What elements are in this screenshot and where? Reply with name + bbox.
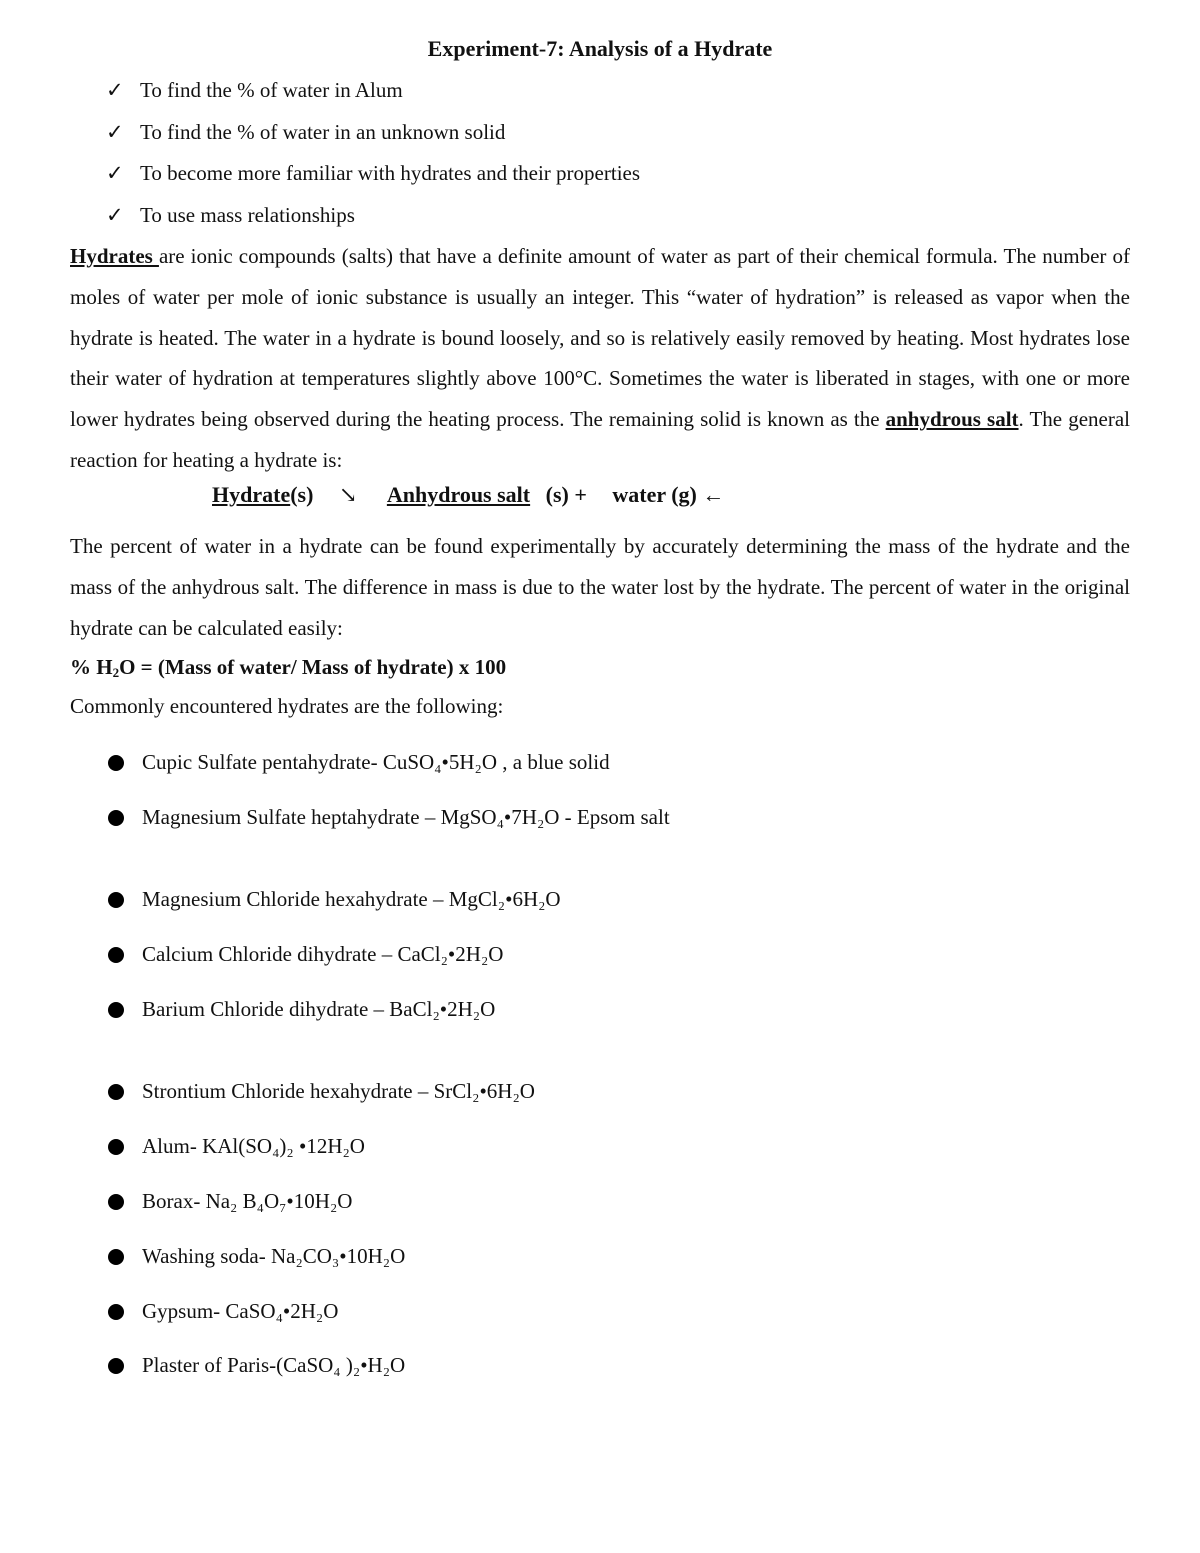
list-item <box>108 1189 352 1214</box>
bullet-icon <box>108 1249 124 1265</box>
anhydrous-term: anhydrous salt <box>885 407 1019 432</box>
formula-part-1: % H <box>70 655 113 679</box>
reaction-anhydrous: Anhydrous salt <box>386 482 531 507</box>
list-item <box>106 76 640 118</box>
bullet-icon <box>108 1084 124 1100</box>
bullet-icon <box>108 1139 124 1155</box>
common-hydrates-label: Commonly encountered hydrates are the following: <box>70 694 504 718</box>
objective-text: To find the % of water in an unknown solid <box>140 119 506 144</box>
bullet-icon <box>108 947 124 963</box>
check-icon: ✓ <box>106 119 124 144</box>
list-item <box>108 750 610 775</box>
bullet-icon <box>108 1304 124 1320</box>
hydrate-text: Barium Chloride dihydrate – BaCl₂•2H₂O <box>142 997 496 1021</box>
hydrate-text: Calcium Chloride dihydrate – CaCl₂•2H₂O <box>142 942 504 966</box>
list-item <box>106 159 640 201</box>
objective-text: To find the % of water in Alum <box>140 78 403 102</box>
list-item <box>108 1353 405 1378</box>
check-icon: ✓ <box>106 161 124 185</box>
reaction-equation <box>212 482 724 508</box>
reaction-water: water (g) ← <box>612 482 725 507</box>
hydrate-text: Magnesium Chloride hexahydrate – MgCl₂•6H₂O <box>142 887 561 911</box>
list-item <box>108 1134 365 1159</box>
check-icon: ✓ <box>106 78 124 102</box>
hydrate-text: Borax- Na₂ B₄O₇•10H₂O <box>142 1189 353 1213</box>
hydrate-text: Alum- KAl(SO₄)₂ •12H₂O <box>142 1134 365 1158</box>
list-item <box>108 805 670 830</box>
hydrate-text: Strontium Chloride hexahydrate – SrCl₂•6H₂O <box>142 1079 535 1103</box>
intro-paragraph <box>70 236 1130 481</box>
reaction-state-2: (s) + <box>545 482 587 507</box>
bullet-icon <box>108 1194 124 1210</box>
hydrates-term: Hydrates <box>70 244 159 268</box>
percent-paragraph: The percent of water in a hydrate can be found experimentally by accurately determining the mass of the hydrate and the mass of the anhydrous salt. The difference in mass is due to the water lost by the hydrate. The percent of water in the original hydrate can be calculated easily: <box>70 534 1130 640</box>
bullet-icon <box>108 1002 124 1018</box>
list-item <box>108 887 561 912</box>
list-item <box>108 942 503 967</box>
intro-text-1: are ionic compounds (salts) that have a definite amount of water as part of their chemical formula. The number of moles of water per mole of ionic substance is usually an integer. This “water of hydration” is released as vapor when the hydrate is heated. The water in a hydrate is bound loosely, and so is relatively easily removed by heating. Most hydrates lose their water of hydration at temperatures slightly above 100°C. Sometimes the water is liberated in stages, with one or more lower hydrates being observed during the heating process. The remaining solid is known as the <box>70 244 1130 432</box>
reaction-hydrate: Hydrate <box>212 482 291 507</box>
formula-subscript: 2 <box>112 665 120 680</box>
objective-text: To become more familiar with hydrates and their properties <box>140 161 641 185</box>
hydrate-text: Plaster of Paris-(CaSO₄ )₂•H₂O <box>142 1353 406 1377</box>
list-item <box>108 1244 405 1269</box>
hydrate-text: Magnesium Sulfate heptahydrate – MgSO₄•7H₂O - Epsom salt <box>142 805 670 829</box>
bullet-icon <box>108 810 124 826</box>
reaction-state-1: (s) <box>290 482 314 507</box>
objective-text: To use mass relationships <box>140 202 355 227</box>
hydrate-text: Gypsum- CaSO₄•2H₂O <box>142 1299 339 1323</box>
list-item <box>108 1299 338 1324</box>
formula-part-2: O = (Mass of water/ Mass of hydrate) x 100 <box>119 655 507 679</box>
bullet-icon <box>108 755 124 771</box>
intro-text-2: . The general reaction for heating a hydrate is: <box>70 407 1130 472</box>
bullet-icon <box>108 892 124 908</box>
list-item <box>108 1079 535 1104</box>
arrow-icon: ↘ <box>338 482 358 507</box>
list-item <box>108 997 495 1022</box>
check-icon: ✓ <box>106 202 124 227</box>
page-title: Experiment-7: Analysis of a Hydrate <box>427 36 773 61</box>
bullet-icon <box>108 1358 124 1374</box>
hydrate-text: Washing soda- Na₂CO₃•10H₂O <box>142 1244 406 1268</box>
percent-formula <box>70 655 506 680</box>
list-item <box>106 118 640 160</box>
hydrate-text: Cupic Sulfate pentahydrate- CuSO₄•5H₂O , a blue solid <box>142 750 610 774</box>
objectives-list <box>106 76 640 242</box>
